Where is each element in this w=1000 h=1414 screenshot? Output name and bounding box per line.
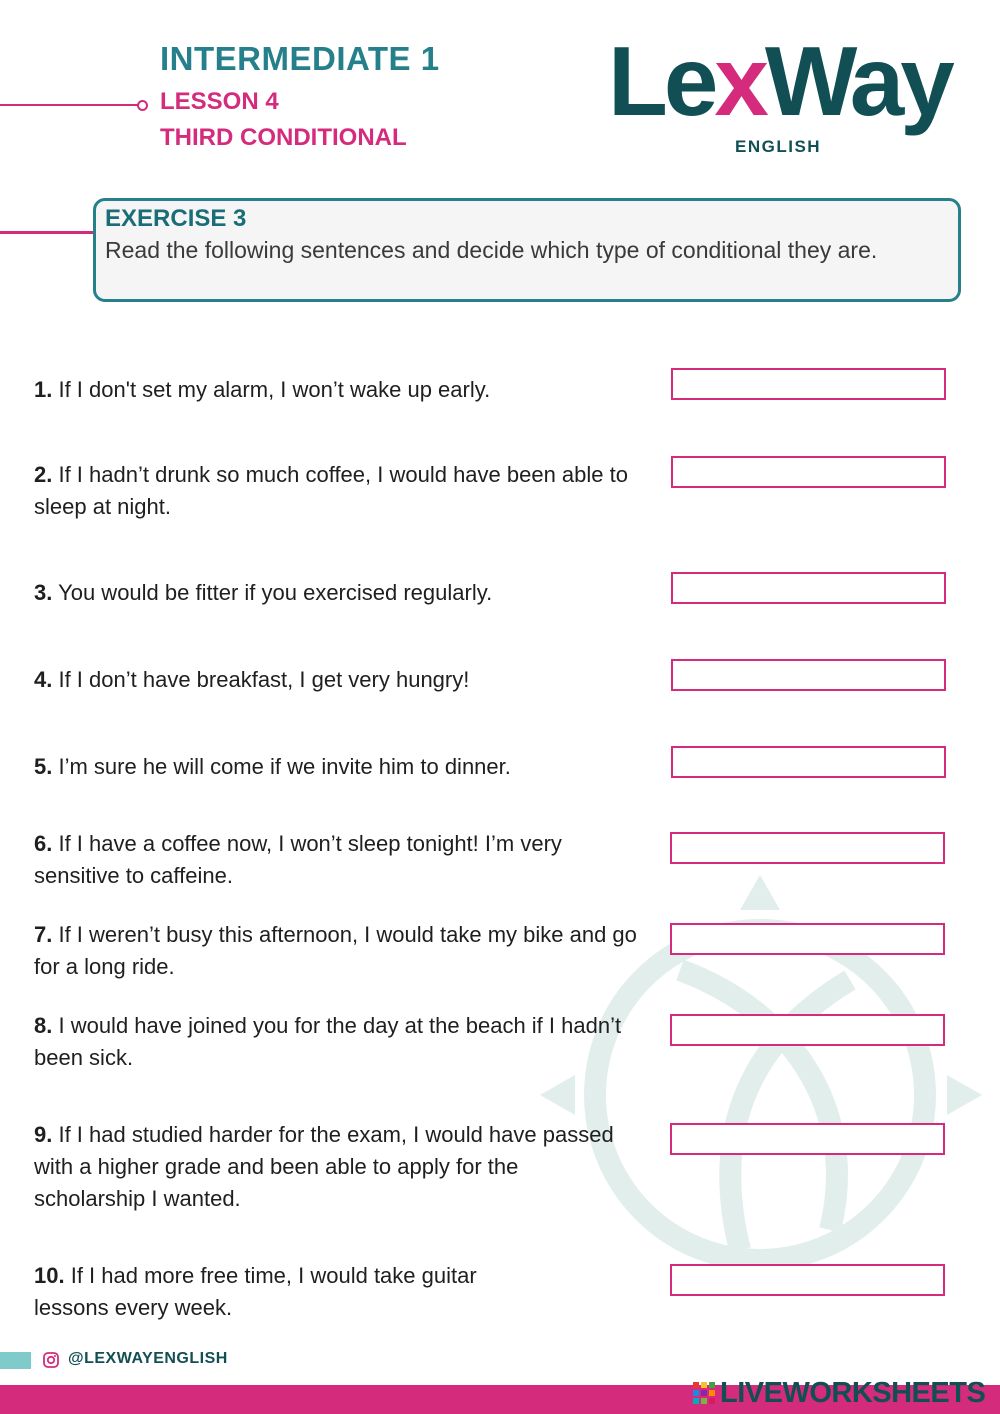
level-title: INTERMEDIATE 1 [160, 40, 440, 77]
answer-input-7[interactable] [670, 923, 945, 955]
lesson-topic: THIRD CONDITIONAL [160, 124, 407, 151]
question-6 [34, 828, 644, 892]
answer-input-3[interactable] [671, 572, 946, 604]
header-decor-line [0, 104, 140, 106]
question-text: You would be fitter if you exercised regularly. [52, 580, 493, 605]
question-text: If I had more free time, I would take guitar lessons every week. [34, 1263, 477, 1320]
answer-input-1[interactable] [671, 368, 946, 400]
exercise-instructions: Read the following sentences and decide which type of conditional they are. [105, 237, 878, 263]
logo-text-le: Le [608, 26, 715, 136]
question-text: I would have joined you for the day at the beach if I hadn’t been sick. [34, 1013, 622, 1070]
logo-text-way: Way [764, 26, 951, 136]
instagram-icon[interactable] [43, 1352, 59, 1368]
question-text: If I hadn’t drunk so much coffee, I would have been able to sleep at night. [34, 462, 628, 519]
social-handle[interactable]: @LEXWAYENGLISH [68, 1350, 228, 1367]
question-text: If I had studied harder for the exam, I would have passed with a higher grade and been able to apply for the scholarship I wanted. [34, 1122, 614, 1211]
question-5 [34, 751, 644, 783]
question-number: 5. [34, 754, 53, 779]
question-9 [34, 1119, 614, 1215]
question-text: If I weren’t busy this afternoon, I would take my bike and go for a long ride. [34, 922, 637, 979]
question-number: 1. [34, 377, 53, 402]
question-7 [34, 919, 644, 983]
question-number: 4. [34, 667, 53, 692]
question-number: 10. [34, 1263, 65, 1288]
liveworksheets-text: LIVEWORKSHEETS [720, 1376, 986, 1409]
logo-text-x: x [714, 26, 765, 136]
footer-teal-block [0, 1352, 31, 1369]
lexway-logo [608, 26, 958, 160]
question-text: If I don't set my alarm, I won’t wake up early. [52, 377, 491, 402]
question-number: 2. [34, 462, 53, 487]
answer-input-2[interactable] [671, 456, 946, 488]
question-number: 9. [34, 1122, 53, 1147]
answer-input-4[interactable] [671, 659, 946, 691]
question-text: If I have a coffee now, I won’t sleep tonight! I’m very sensitive to caffeine. [34, 831, 562, 888]
question-number: 6. [34, 831, 53, 856]
exercise-decor-line [0, 231, 96, 234]
question-4 [34, 664, 644, 696]
question-number: 7. [34, 922, 53, 947]
answer-input-8[interactable] [670, 1014, 945, 1046]
answer-input-9[interactable] [670, 1123, 945, 1155]
liveworksheets-icon [692, 1381, 716, 1405]
exercise-title: EXERCISE 3 [105, 205, 247, 232]
question-1 [34, 374, 644, 406]
question-text: I’m sure he will come if we invite him to dinner. [52, 754, 511, 779]
liveworksheets-brand[interactable] [692, 1376, 985, 1410]
answer-input-6[interactable] [670, 832, 945, 864]
question-10 [34, 1260, 554, 1324]
question-text: If I don’t have breakfast, I get very hungry! [52, 667, 470, 692]
question-8 [34, 1010, 644, 1074]
answer-input-5[interactable] [671, 746, 946, 778]
question-3 [34, 577, 644, 609]
logo-subtitle: ENGLISH [735, 137, 822, 156]
answer-input-10[interactable] [670, 1264, 945, 1296]
question-2 [34, 459, 644, 523]
question-number: 8. [34, 1013, 53, 1038]
exercise-box [93, 198, 961, 302]
question-number: 3. [34, 580, 53, 605]
header-decor-dot [137, 100, 148, 111]
lesson-number: LESSON 4 [160, 88, 279, 115]
